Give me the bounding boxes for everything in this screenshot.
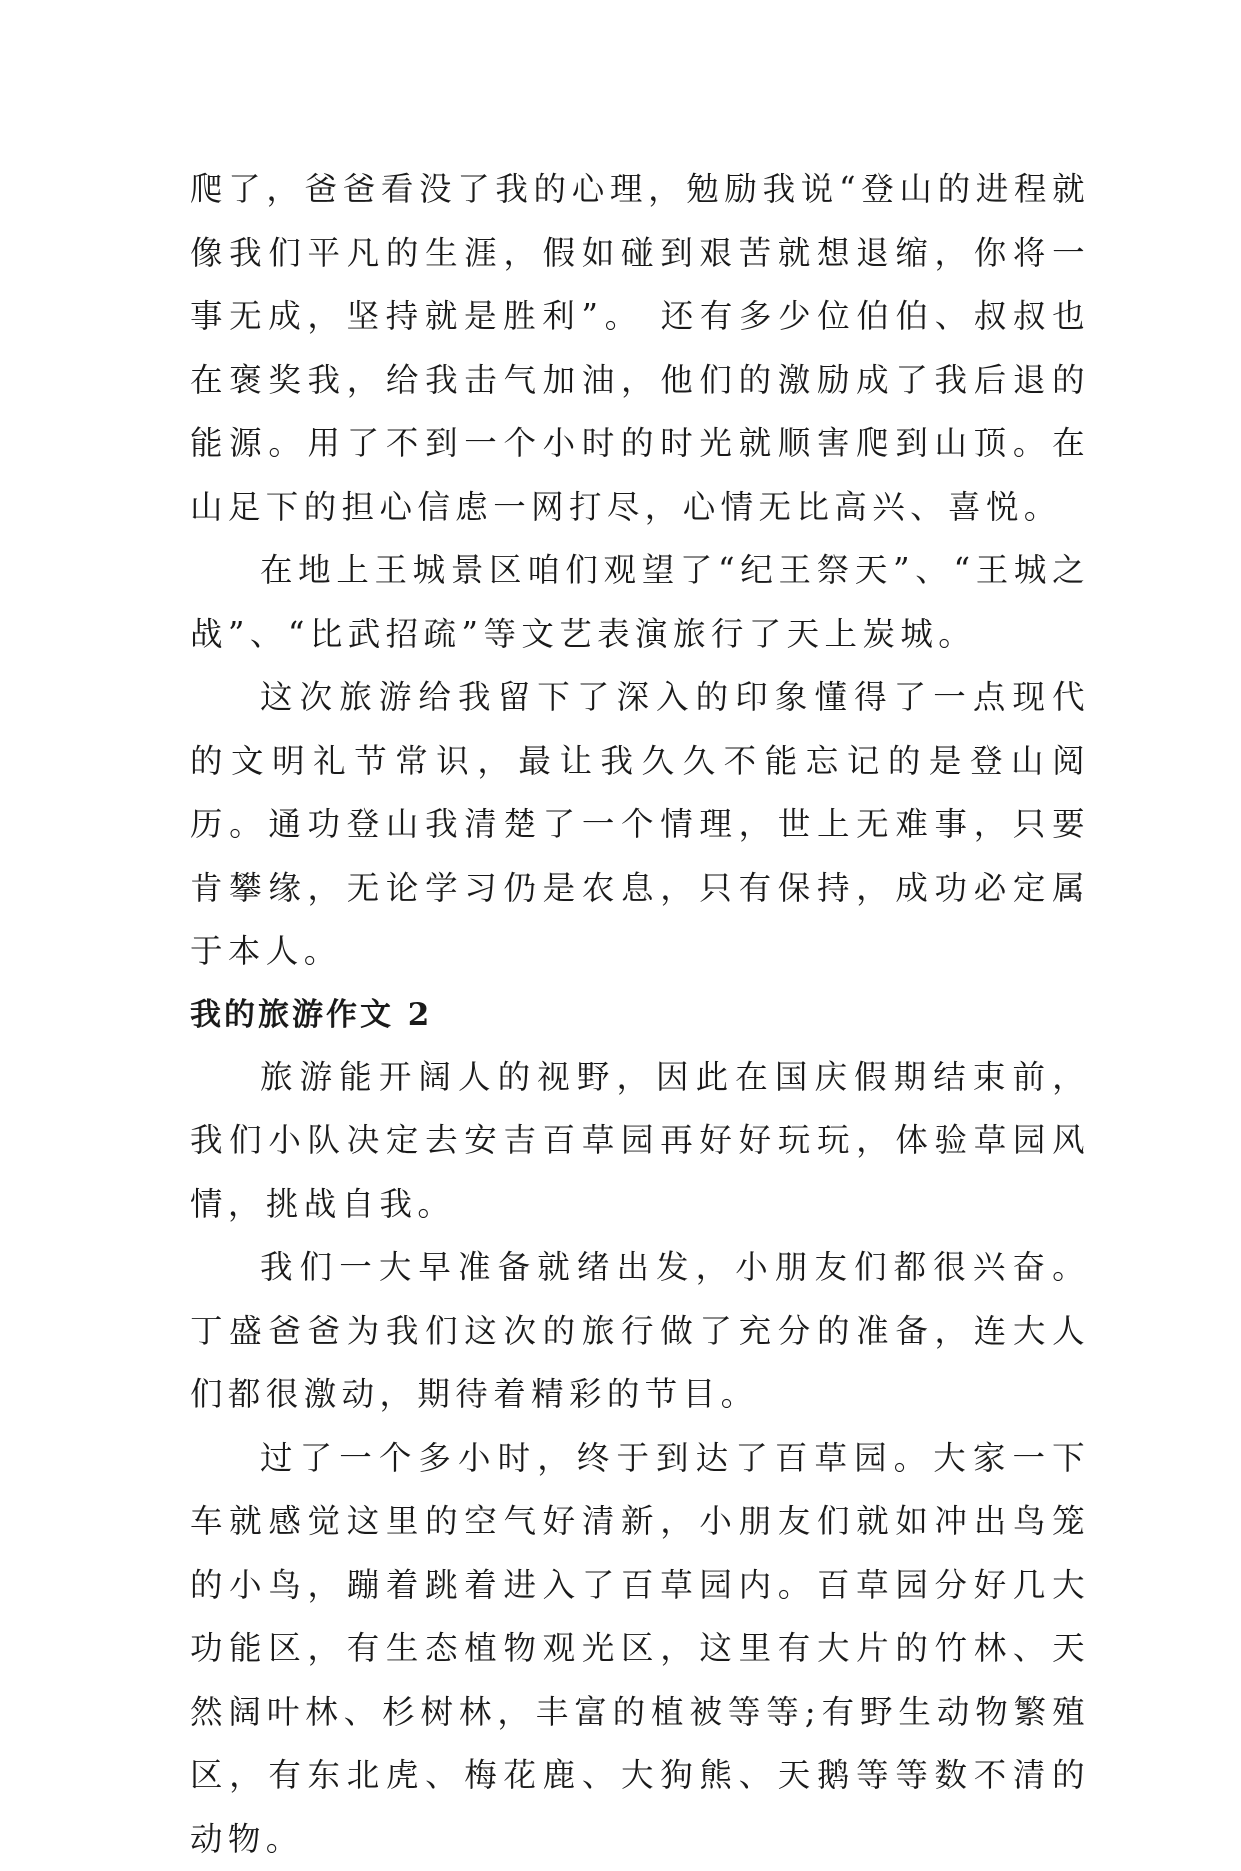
paragraph-wangcheng: 在地上王城景区咱们观望了“纪王祭天”、“王城之战”、“比武招疏”等文艺表演旅行了天上炭城。 [190,539,1090,666]
paragraph-departure: 我们一大早准备就绪出发，小朋友们都很兴奋。丁盛爸爸为我们这次的旅行做了充分的准备，连大人们都很激动，期待着精彩的节目。 [190,1236,1090,1427]
section-title: 我的旅游作文 2 [190,984,1090,1046]
paragraph-continuation: 爬了，爸爸看没了我的心理，勉励我说“登山的进程就像我们平凡的生涯，假如碰到艰苦就想退缩，你将一事无成，坚持就是胜利”。 还有多少位伯伯、叔叔也在褒奖我，给我击气加油，他们的激励成了我后退的能源。用了不到一个小时的时光就顺害爬到山顶。在山足下的担心信虑一网打尽，心情无比高兴、喜悦。 [190,158,1090,539]
paragraph-intro: 旅游能开阔人的视野，因此在国庆假期结束前，我们小队决定去安吉百草园再好好玩玩，体验草园风情，挑战自我。 [190,1046,1090,1237]
document-body [190,158,1090,1871]
paragraph-arrival: 过了一个多小时，终于到达了百草园。大家一下车就感觉这里的空气好清新，小朋友们就如冲出鸟笼的小鸟，蹦着跳着进入了百草园内。百草园分好几大功能区，有生态植物观光区，这里有大片的竹林、天然阔叶林、杉树林，丰富的植被等等;有野生动物繁殖区，有东北虎、梅花鹿、大狗熊、天鹅等等数不清的动物。 [190,1427,1090,1871]
paragraph-reflection: 这次旅游给我留下了深入的印象懂得了一点现代的文明礼节常识，最让我久久不能忘记的是登山阅历。通功登山我清楚了一个情理，世上无难事，只要肯攀缘，无论学习仍是农息，只有保持，成功必定属于本人。 [190,666,1090,984]
